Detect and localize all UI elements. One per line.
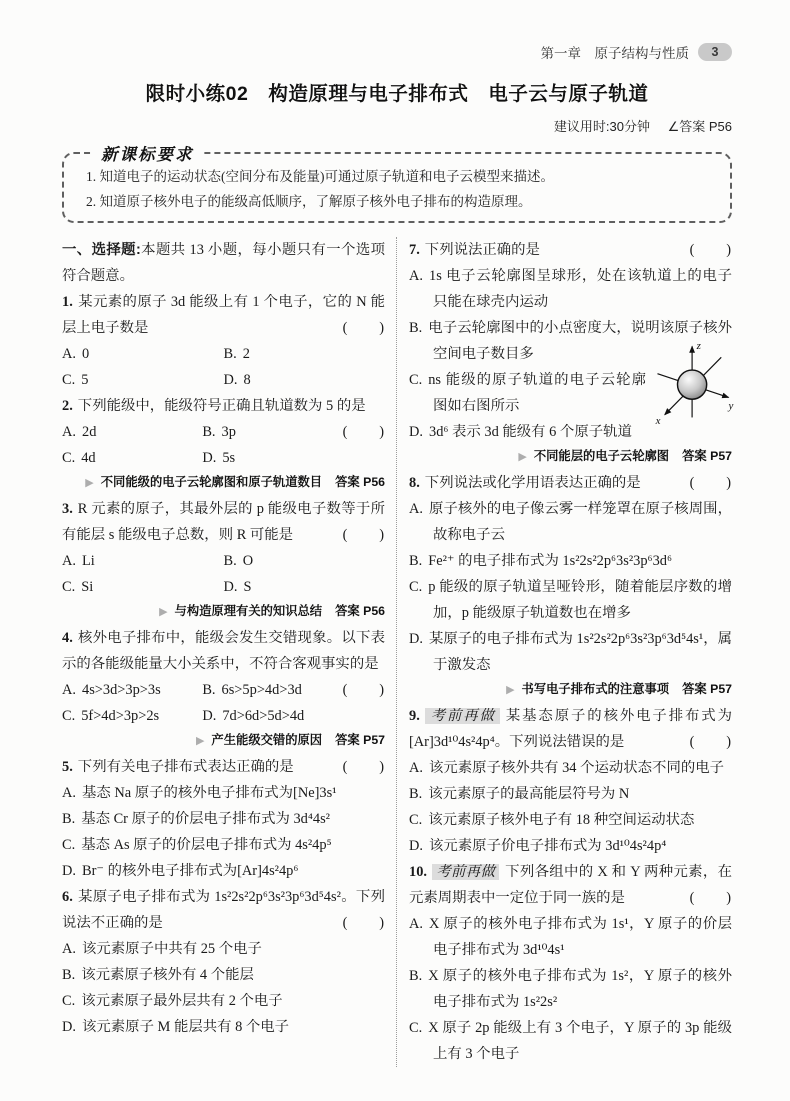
option-text: 该元素原子 M 能层共有 8 个电子 (82, 1019, 290, 1035)
answer-bracket[interactable]: ( ) (342, 682, 385, 698)
option-label: A. (62, 553, 76, 569)
axis-label-y: y (728, 400, 734, 413)
question-text: 下列有关电子排布式表达正确的是 (77, 759, 294, 775)
topic-note[interactable] (62, 601, 385, 623)
option-label: D. (202, 450, 217, 466)
option-a[interactable] (409, 911, 732, 963)
question-text: 下列说法正确的是 (424, 242, 540, 258)
question-4 (62, 625, 385, 752)
option-text: X 原子的核外电子排布式为 1s²，Y 原子的核外电子排布式为 1s²2s² (428, 968, 732, 1010)
option-d[interactable] (202, 445, 342, 471)
option-label: A. (62, 941, 76, 957)
option-label: B. (409, 786, 423, 802)
answer-bracket[interactable]: ( ) (689, 475, 732, 491)
axis-label-z: z (696, 340, 701, 353)
option-a[interactable] (62, 341, 224, 367)
option-text: 7d>6d>5d>4d (222, 708, 305, 724)
option-b[interactable] (409, 963, 732, 1015)
option-label: D. (202, 708, 217, 724)
option-d[interactable] (224, 574, 386, 600)
option-label: B. (409, 320, 423, 336)
question-text: 某基态原子的核外电子排布式为[Ar]3d¹⁰4s²4p⁴。下列说法错误的是 (409, 708, 732, 750)
question-text: R 元素的原子，其最外层的 p 能级电子数等于所有能层 s 能级电子总数，则 R 可能是 (62, 501, 385, 543)
question-number: 6. (62, 889, 73, 905)
option-text: 5f>4d>3p>2s (81, 708, 160, 724)
question-number: 3. (62, 501, 73, 517)
triangle-icon: ▶ (85, 477, 94, 489)
question-text: 下列各组中的 X 和 Y 两种元素，在元素周期表中一定位于同一族的是 (409, 864, 732, 906)
question-number: 8. (409, 475, 420, 491)
answer-bracket[interactable]: ( ) (342, 320, 385, 336)
option-label: B. (409, 968, 423, 984)
option-label: D. (409, 838, 423, 854)
options (62, 548, 385, 600)
option-text: 2d (82, 424, 97, 440)
option-text: Li (82, 553, 95, 569)
options (62, 677, 343, 729)
question-number: 4. (62, 630, 73, 646)
option-text: 2 (242, 346, 250, 362)
note-topic: 书写电子排布式的注意事项 (521, 682, 670, 696)
option-text: 6s>5p>4d>3d (221, 682, 302, 698)
question-stem (409, 703, 732, 755)
topic-note[interactable] (409, 446, 732, 468)
option-c[interactable] (409, 807, 732, 833)
note-topic: 不同能级的电子云轮廓图和原子轨道数目 (100, 475, 323, 489)
option-label: D. (223, 579, 238, 595)
option-text: 该元素原子价电子排布式为 3d¹⁰4s²4p⁴ (429, 838, 667, 854)
option-b[interactable] (409, 781, 732, 807)
question-1 (62, 289, 385, 393)
option-text: S (243, 579, 252, 595)
option-label: C. (62, 708, 76, 724)
pre-exam-redo-badge: 考前再做 (432, 864, 499, 880)
pre-exam-redo-badge: 考前再做 (425, 708, 500, 724)
options (62, 419, 343, 471)
question-number: 9. (409, 708, 420, 724)
question-text: 某元素的原子 3d 能级上有 1 个电子，它的 N 能层上电子数是 (62, 294, 385, 336)
option-text: 基态 As 原子的价层电子排布式为 4s²4p⁵ (81, 837, 332, 853)
option-d[interactable] (409, 626, 732, 678)
option-text: 该元素原子中共有 25 个电子 (82, 941, 262, 957)
topic-note[interactable] (62, 472, 385, 494)
two-column-body (62, 237, 732, 1067)
option-label: D. (409, 631, 423, 647)
option-c[interactable] (62, 832, 385, 858)
note-answer-ref: 答案 P56 (335, 604, 385, 618)
triangle-icon: ▶ (159, 606, 168, 618)
option-text: 该元素原子核外电子有 18 种空间运动状态 (428, 812, 695, 828)
question-stem (62, 884, 385, 936)
answer-bracket[interactable]: ( ) (342, 915, 385, 931)
requirements-label: 新课标要求 (92, 141, 203, 165)
question-number: 1. (62, 294, 73, 310)
option-label: C. (409, 372, 423, 388)
question-text: 下列能级中，能级符号正确且轨道数为 5 的是 (77, 398, 366, 414)
option-label: A. (409, 916, 423, 932)
option-label: A. (409, 501, 423, 517)
options (62, 341, 385, 393)
option-a[interactable] (62, 548, 224, 574)
question-3 (62, 496, 385, 623)
option-label: C. (62, 450, 76, 466)
answer-bracket[interactable]: ( ) (342, 759, 385, 775)
section-instructions: 本题共 13 小题，每小题只有一个选项符合题意。 (62, 242, 385, 284)
exercise-meta (62, 116, 732, 135)
option-label: B. (62, 811, 76, 827)
question-stem (62, 496, 385, 548)
page-title: 限时小练02 构造原理与电子排布式 电子云与原子轨道 (145, 83, 649, 105)
option-label: A. (409, 268, 423, 284)
note-answer-ref: 答案 P57 (682, 449, 732, 463)
option-c[interactable] (409, 574, 732, 626)
option-text: O (242, 553, 254, 569)
question-text: 某原子电子排布式为 1s²2s²2p⁶3s²3p⁶3d⁵4s²。下列说法不正确的是 (62, 889, 385, 931)
page-number-badge: 3 (698, 43, 732, 61)
option-text: 1s 电子云轮廓图呈球形，处在该轨道上的电子只能在球壳内运动 (429, 268, 732, 310)
option-text: 5 (81, 372, 89, 388)
question-text: 下列说法或化学用语表达正确的是 (424, 475, 641, 491)
question-7 (409, 237, 732, 468)
topic-note[interactable] (62, 730, 385, 752)
triangle-icon: ▶ (195, 735, 205, 747)
option-b[interactable] (224, 548, 386, 574)
option-text: Fe²⁺ 的电子排布式为 1s²2s²2p⁶3s²3p⁶3d⁶ (428, 553, 672, 569)
option-label: D. (62, 863, 76, 879)
option-text: 8 (243, 372, 251, 388)
option-label: D. (409, 424, 423, 440)
option-text: p 能级的原子轨道呈哑铃形，随着能层序数的增加，p 能级原子轨道数也在增多 (428, 579, 732, 621)
option-label: A. (62, 424, 76, 440)
option-label: A. (62, 346, 76, 362)
option-d[interactable] (224, 367, 386, 393)
option-a[interactable] (62, 677, 202, 703)
question-8 (409, 470, 732, 701)
option-c[interactable] (62, 367, 224, 393)
option-text: 电子云轮廓图中的小点密度大，说明该原子核外空间电子数目多 (428, 320, 732, 362)
option-label: A. (62, 682, 76, 698)
option-label: C. (409, 1020, 423, 1036)
option-label: C. (62, 993, 76, 1009)
answer-reference[interactable]: ∠答案 P56 (667, 119, 732, 134)
option-text: 该元素原子的最高能层符号为 N (428, 786, 630, 802)
option-c[interactable] (62, 574, 224, 600)
option-a[interactable] (409, 263, 732, 315)
option-text: 某原子的电子排布式为 1s²2s²2p⁶3s²3p⁶3d⁵4s¹，属于激发态 (429, 631, 732, 673)
question-6 (62, 884, 385, 1040)
option-label: C. (409, 579, 423, 595)
option-a[interactable] (409, 755, 732, 781)
question-2 (62, 393, 385, 494)
option-d[interactable] (62, 1014, 385, 1040)
question-stem (409, 237, 732, 263)
option-b[interactable] (409, 548, 732, 574)
note-answer-ref: 答案 P57 (682, 682, 732, 696)
question-number: 10. (409, 864, 427, 880)
option-text: 基态 Cr 原子的价层电子排布式为 3d⁴4s² (81, 811, 330, 827)
option-b[interactable] (62, 962, 385, 988)
question-stem (409, 470, 732, 496)
option-a[interactable] (62, 780, 385, 806)
option-label: B. (223, 553, 237, 569)
triangle-icon: ▶ (518, 451, 527, 463)
option-text: 该元素原子核外有 4 个能层 (81, 967, 254, 983)
answer-bracket[interactable]: ( ) (342, 527, 385, 543)
question-9 (409, 703, 732, 859)
triangle-icon: ▶ (506, 684, 515, 696)
option-label: B. (223, 346, 237, 362)
question-stem (62, 754, 385, 780)
option-c[interactable] (62, 445, 202, 471)
requirement-item: 2. 知道原子核外电子的能级高低顺序，了解原子核外电子排布的构造原理。 (86, 194, 532, 209)
column-divider (396, 237, 397, 1067)
option-text: 原子核外的电子像云雾一样笼罩在原子核周围，故称电子云 (429, 501, 732, 543)
option-d[interactable] (62, 858, 385, 884)
suggested-time: 建议用时:30分钟 (553, 119, 650, 134)
option-text: 3p (221, 424, 236, 440)
option-b[interactable] (62, 806, 385, 832)
section-heading (62, 237, 385, 289)
chapter-header (62, 42, 732, 62)
question-number: 2. (62, 398, 73, 414)
option-text: X 原子的核外电子排布式为 1s¹，Y 原子的价层电子排布式为 3d¹⁰4s¹ (429, 916, 732, 958)
option-a[interactable] (409, 496, 732, 548)
option-c[interactable] (409, 1015, 732, 1067)
axis-label-x: x (655, 414, 661, 425)
option-b[interactable] (202, 419, 342, 445)
curriculum-requirements-box (62, 145, 732, 223)
topic-note[interactable] (409, 679, 732, 701)
option-text: 该元素原子最外层共有 2 个电子 (81, 993, 283, 1009)
note-answer-ref: 答案 P56 (335, 475, 385, 489)
option-a[interactable] (62, 936, 385, 962)
note-topic: 与构造原理有关的知识总结 (174, 604, 323, 618)
left-column (62, 237, 385, 1067)
option-a[interactable] (62, 419, 202, 445)
option-text: ns 能级的原子轨道的电子云轮廓图如右图所示 (428, 372, 646, 414)
chapter-title: 第一章 原子结构与性质 (540, 46, 689, 61)
option-label: B. (409, 553, 423, 569)
option-label: C. (62, 579, 76, 595)
option-label: A. (62, 785, 76, 801)
option-label: C. (62, 837, 76, 853)
option-b[interactable] (202, 677, 342, 703)
option-label: B. (62, 967, 76, 983)
option-c[interactable] (62, 988, 385, 1014)
question-stem (409, 859, 732, 911)
option-text: 4d (81, 450, 96, 466)
option-label: A. (409, 760, 423, 776)
option-text: 5s (222, 450, 236, 466)
option-label: B. (202, 424, 216, 440)
answer-bracket[interactable]: ( ) (689, 890, 732, 906)
option-text: 0 (82, 346, 90, 362)
question-number: 7. (409, 242, 420, 258)
option-label: C. (62, 372, 76, 388)
option-text: Br⁻ 的核外电子排布式为[Ar]4s²4p⁶ (82, 863, 299, 879)
question-stem (62, 289, 385, 341)
question-5 (62, 754, 385, 884)
note-topic: 产生能级交错的原因 (211, 733, 323, 747)
answer-bracket[interactable]: ( ) (689, 242, 732, 258)
question-number: 5. (62, 759, 73, 775)
note-topic: 不同能层的电子云轮廓图 (533, 449, 670, 463)
question-10 (409, 859, 732, 1067)
right-column (409, 237, 732, 1067)
option-label: D. (62, 1019, 76, 1035)
option-text: 该元素原子核外共有 34 个运动状态不同的电子 (429, 760, 725, 776)
answer-bracket[interactable]: ( ) (342, 424, 385, 440)
option-b[interactable] (224, 341, 386, 367)
option-text: 4s>3d>3p>3s (82, 682, 161, 698)
option-text: X 原子 2p 能级上有 3 个电子，Y 原子的 3p 能级上有 3 个电子 (428, 1020, 732, 1062)
option-label: B. (202, 682, 216, 698)
option-text: Si (81, 579, 94, 595)
option-text: 3d⁶ 表示 3d 能级有 6 个原子轨道 (429, 424, 632, 440)
section-title: 一、选择题: (62, 242, 141, 258)
option-d[interactable] (202, 703, 342, 729)
option-d[interactable] (409, 833, 732, 859)
question-text: 核外电子排布中，能级会发生交错现象。以下表示的各能级能量大小关系中，不符合客观事实的是 (62, 630, 385, 672)
answer-bracket[interactable]: ( ) (689, 734, 732, 750)
option-label: D. (223, 372, 238, 388)
option-c[interactable] (62, 703, 202, 729)
s-orbital-electron-cloud-figure (652, 337, 734, 425)
requirement-item: 1. 知道电子的运动状态(空间分布及能量)可通过原子轨道和电子云模型来描述。 (86, 169, 554, 184)
option-text: 基态 Na 原子的核外电子排布式为[Ne]3s¹ (82, 785, 337, 801)
note-answer-ref: 答案 P57 (335, 733, 385, 747)
option-label: C. (409, 812, 423, 828)
